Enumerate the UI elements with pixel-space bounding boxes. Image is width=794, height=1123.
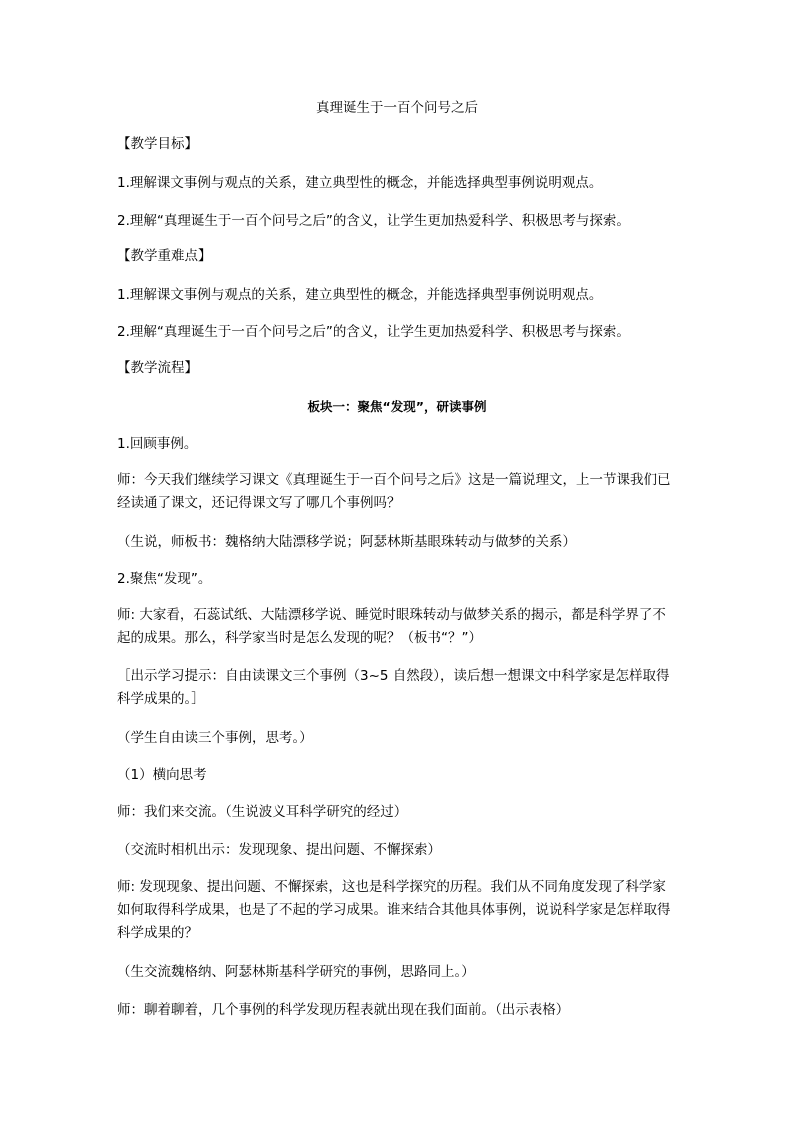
paragraph-teacher-results: 师: 大家看，石蕊试纸、大陆漂移学说、睡觉时眼珠转动与做梦关系的揭示，都是科学界了不起的成果。那么，科学家当时是怎么发现的呢？（板书“？”） <box>117 607 666 646</box>
key-point-item-1: 1.理解课文事例与观点的关系，建立典型性的概念，并能选择典型事例说明观点。 <box>117 287 603 303</box>
paragraph-exchange-display: （交流时相机出示：发现现象、提出问题、不懈探索） <box>117 842 441 858</box>
paragraph-student-reading: （学生自由读三个事例，思考。） <box>117 730 313 746</box>
block-title: 板块一：聚焦“发现”，研读事例 <box>307 399 487 414</box>
document-title: 真理诞生于一百个问号之后 <box>316 100 478 116</box>
section-heading-process: 【教学流程】 <box>117 360 198 376</box>
section-heading-goals: 【教学目标】 <box>117 136 198 152</box>
goal-item-2: 2.理解“真理诞生于一百个问号之后”的含义，让学生更加热爱科学、积极思考与探索。 <box>117 213 630 229</box>
paragraph-teacher-table: 师：聊着聊着，几个事例的科学发现历程表就出现在我们面前。（出示表格） <box>117 1002 570 1018</box>
key-point-item-2: 2.理解“真理诞生于一百个问号之后”的含义，让学生更加热爱科学、积极思考与探索。 <box>117 324 630 340</box>
paragraph-teacher-process: 师: 发现现象、提出问题、不懈探索，这也是科学探究的历程。我们从不同角度发现了科学家如何取得科学成果，也是了不起的学习成果。谁来结合其他具体事例，说说科学家是怎样取得科学成果的？ <box>117 879 671 941</box>
goal-item-1: 1.理解课文事例与观点的关系，建立典型性的概念，并能选择典型事例说明观点。 <box>117 175 603 191</box>
paragraph-student-answer: （生说，师板书：魏格纳大陆漂移学说；阿瑟林斯基眼珠转动与做梦的关系） <box>117 534 576 550</box>
paragraph-review: 1.回顾事例。 <box>117 436 198 452</box>
paragraph-teacher-intro: 师：今天我们继续学习课文《真理诞生于一百个问号之后》这是一篇说理文，上一节课我们已经读通了课文，还记得课文写了哪几个事例吗？ <box>117 472 671 511</box>
paragraph-horizontal-thinking: （1）横向思考 <box>117 767 207 783</box>
paragraph-student-cases: （生交流魏格纳、阿瑟林斯基科学研究的事例，思路同上。） <box>117 964 475 980</box>
paragraph-study-prompt: ［出示学习提示：自由读课文三个事例（3~5 自然段），读后想一想课文中科学家是怎样取得科学成果的。］ <box>117 668 670 707</box>
section-heading-key-points: 【教学重难点】 <box>117 248 212 264</box>
paragraph-focus-discovery: 2.聚焦“发现”。 <box>117 571 212 587</box>
paragraph-teacher-exchange: 师：我们来交流。（生说波义耳科学研究的经过） <box>117 804 408 820</box>
